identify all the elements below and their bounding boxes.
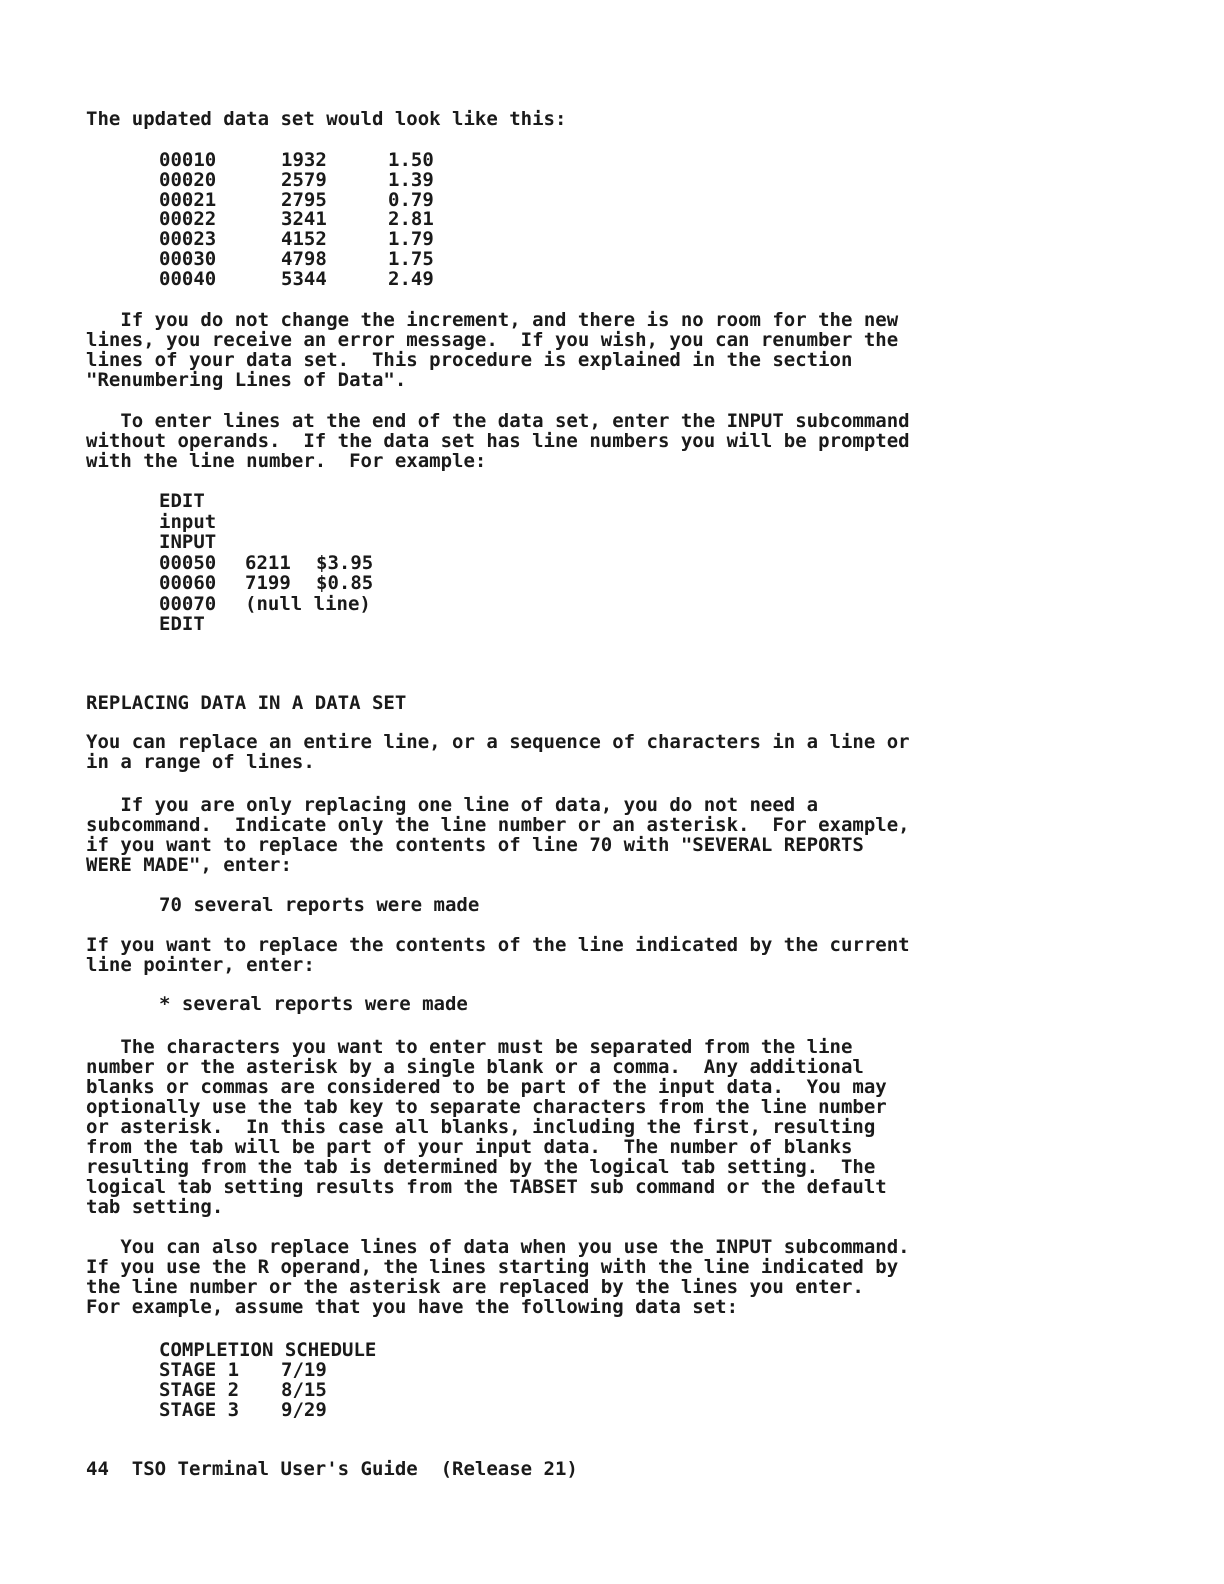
paragraph-separators: The characters you want to enter must be separated from the line number or the asterisk by a single blank or a comma. Any additional blanks or commas are considered to be part of the input data. You may optionally use the tab key to separate characters from the line number or asterisk. In this case all blanks, including the first, resulting from the tab will be part of your input data. The number of blanks resulting from the tab is determined by the logical tab setting. The logical tab setting results from the TABSET sub command or the default tab setting. (86, 1036, 887, 1218)
table-row: 00030 4798 1.75 (159, 247, 434, 270)
list-item: STAGE 3 9/29 (159, 1399, 327, 1421)
list-item: 00060 7199 $0.85 (159, 572, 374, 594)
list-item: EDIT (159, 490, 205, 512)
example-asterisk: * several reports were made (159, 993, 468, 1015)
paragraph-current-pointer: If you want to replace the contents of the line indicated by the current line pointer, enter: (86, 934, 910, 976)
example-line-number: 70 several reports were made (159, 894, 480, 916)
table-row: 00040 5344 2.49 (159, 267, 434, 290)
paragraph-input-replace: You can also replace lines of data when you use the INPUT subcommand. If you use the R operand, the lines starting with the line indicated by the line number or the asterisk are replaced by the lines you enter. For example, assume that you have the following data set: (86, 1236, 910, 1318)
input-example (159, 490, 459, 634)
paragraph-replace-intro: You can replace an entire line, or a sequence of characters in a line or in a range of lines. (86, 731, 910, 773)
schedule-example (159, 1339, 479, 1419)
table-row: 00023 4152 1.79 (159, 228, 434, 251)
list-item: EDIT (159, 613, 205, 635)
list-item: 00050 6211 $3.95 (159, 551, 374, 574)
table-row: 00022 3241 2.81 (159, 208, 434, 231)
updated-data-table (159, 149, 479, 288)
intro-text: The updated data set would look like this: (86, 108, 567, 130)
paragraph-increment: If you do not change the increment, and there is no room for the new lines, you receive an error message. If you wish, you can renumber the lines of your data set. This procedure is explained in the section "Renumbering Lines of Data". (86, 309, 899, 391)
list-item: INPUT (159, 531, 217, 553)
paragraph-input-end: To enter lines at the end of the data set, enter the INPUT subcommand without operands. If the data set has line numbers you will be prompted with the line number. For example: (86, 410, 910, 472)
list-item: input (159, 510, 217, 533)
page-footer: 44 TSO Terminal User's Guide (Release 21) (86, 1458, 578, 1480)
paragraph-replace-one-line: If you are only replacing one line of data, you do not need a subcommand. Indicate only the line number or an asterisk. For example, if you want to replace the contents of line 70 with "SEVERAL REPORTS WERE MADE", enter: (86, 794, 910, 876)
section-heading: REPLACING DATA IN A DATA SET (86, 692, 407, 714)
list-item: STAGE 1 7/19 (159, 1359, 327, 1381)
list-item: STAGE 2 8/15 (159, 1379, 327, 1401)
list-item: COMPLETION SCHEDULE (159, 1339, 377, 1361)
table-row: 00021 2795 0.79 (159, 188, 434, 211)
table-row: 00020 2579 1.39 (159, 168, 434, 191)
list-item: 00070 (null line) (159, 592, 371, 615)
table-row: 00010 1932 1.50 (159, 149, 434, 171)
